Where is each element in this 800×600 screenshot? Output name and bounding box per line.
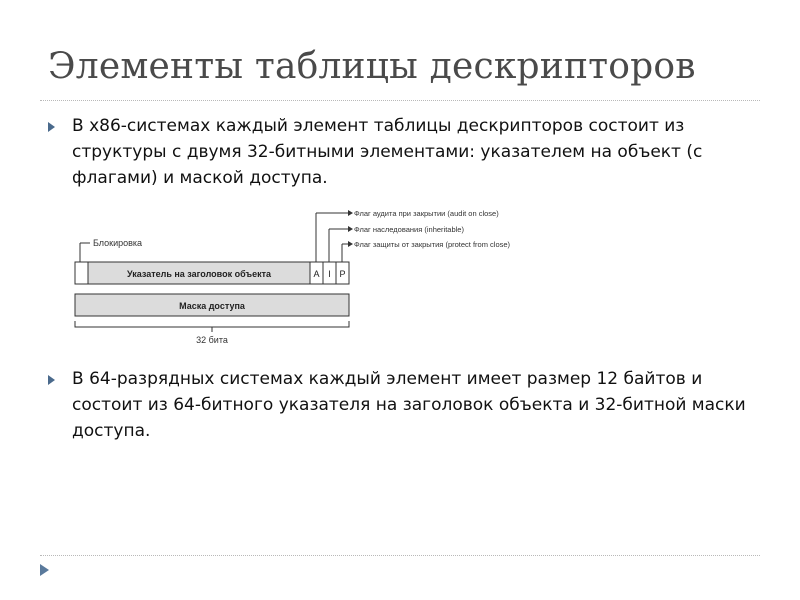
flag-a-label: A (313, 269, 320, 279)
bullet-arrow-icon (48, 375, 55, 385)
lock-label: Блокировка (93, 238, 143, 248)
footer-divider (40, 555, 760, 556)
flag-p-label: P (339, 269, 346, 279)
protect-arrow-icon (348, 241, 353, 247)
flag-i-label: I (328, 269, 331, 279)
audit-flag-label: Флаг аудита при закрытии (audit on close) (354, 209, 499, 218)
width-bracket (75, 321, 349, 327)
inherit-arrow-icon (348, 226, 353, 232)
audit-arrow-icon (348, 210, 353, 216)
bullet-arrow-icon (48, 122, 55, 132)
access-mask-label: Маска доступа (179, 301, 245, 311)
title-divider (40, 100, 760, 101)
slide-title: Элементы таблицы дескрипторов (48, 46, 696, 87)
protect-flag-label: Флаг защиты от закрытия (protect from close) (354, 240, 511, 249)
bullet-text-x86: В x86-системах каждый элемент таблицы дескрипторов состоит из структуры с двумя 32-битными элементами: указателем на объект (с флагами) и маской доступа. (72, 116, 703, 188)
width-label: 32 бита (196, 335, 228, 345)
inherit-flag-label: Флаг наследования (inheritable) (354, 225, 464, 234)
pointer-field-label: Указатель на заголовок объекта (126, 269, 272, 279)
slide-nav-arrow-icon[interactable] (40, 564, 49, 576)
bullet-text-x64: В 64-разрядных системах каждый элемент имеет размер 12 байтов и состоит из 64-битного указателя на заголовок объекта и 32-битной маски доступа. (72, 369, 746, 441)
descriptor-entry-diagram (60, 200, 540, 350)
